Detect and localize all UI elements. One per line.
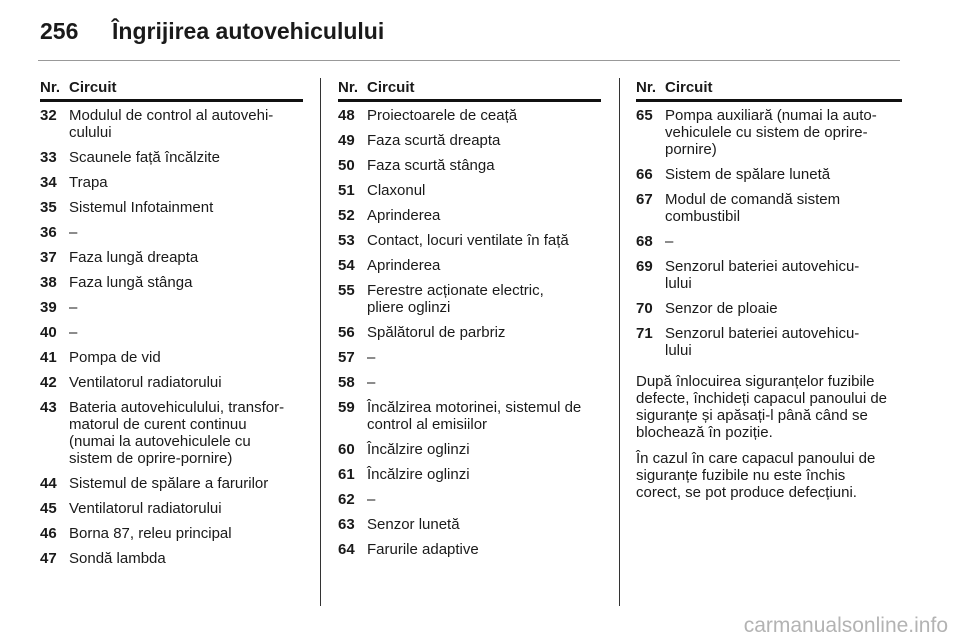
watermark: carmanualsonline.info: [743, 614, 948, 637]
circuit-name: Claxonul: [367, 182, 426, 199]
header-circuit: Circuit: [367, 79, 415, 96]
table-row: [40, 299, 303, 316]
circuit-name: Bateria autovehiculului, transfor- matorul de curent continuu (numai la autovehiculele cu sistem de oprire-pornire): [69, 399, 285, 467]
circuit-name: Pompa auxiliară (numai la auto- vehiculele cu sistem de oprire- pornire): [665, 107, 877, 158]
header-circuit: Circuit: [69, 79, 117, 96]
circuit-name: Modulul de control al autovehi- culului: [69, 107, 274, 141]
circuit-name: –: [367, 491, 376, 508]
fuse-number: 56: [338, 324, 355, 341]
table-row: [636, 107, 902, 158]
table-row: [40, 349, 303, 366]
circuit-name: Senzor lunetă: [367, 516, 460, 533]
table-header-rule: [636, 99, 902, 102]
fuse-number: 40: [40, 324, 57, 341]
circuit-name: Încălzire oglinzi: [367, 441, 470, 458]
fuse-number: 54: [338, 257, 355, 274]
column-divider: [619, 78, 620, 606]
circuit-name: Aprinderea: [367, 257, 441, 274]
circuit-name: Faza scurtă dreapta: [367, 132, 501, 149]
fuse-number: 53: [338, 232, 355, 249]
circuit-name: Proiectoarele de ceață: [367, 107, 518, 124]
table-row: [338, 516, 601, 533]
table-row: [338, 441, 601, 458]
fuse-number: 49: [338, 132, 355, 149]
table-row: [338, 491, 601, 508]
table-row: [636, 166, 902, 183]
header-nr: Nr.: [338, 79, 359, 96]
table-row: [338, 541, 601, 558]
table-row: [338, 399, 601, 433]
table-row: [40, 149, 303, 166]
fuse-number: 63: [338, 516, 355, 533]
circuit-name: Aprinderea: [367, 207, 441, 224]
circuit-name: Sistemul de spălare a farurilor: [69, 475, 269, 492]
table-row: [40, 274, 303, 291]
table-header: [40, 78, 303, 98]
fuse-number: 36: [40, 224, 57, 241]
circuit-name: Scaunele față încălzite: [69, 149, 220, 166]
fuse-table-column-3: [636, 78, 902, 510]
table-row: [338, 182, 601, 199]
fuse-number: 50: [338, 157, 355, 174]
table-header-rule: [40, 99, 303, 102]
fuse-number: 43: [40, 399, 57, 416]
fuse-number: 48: [338, 107, 355, 124]
header-nr: Nr.: [40, 79, 61, 96]
table-row: [338, 257, 601, 274]
table-row: [40, 174, 303, 191]
fuse-number: 62: [338, 491, 355, 508]
table-row: [338, 207, 601, 224]
circuit-name: Încălzirea motorinei, sistemul de control al emisiilor: [367, 399, 582, 433]
fuse-number: 37: [40, 249, 57, 266]
fuse-number: 60: [338, 441, 355, 458]
circuit-name: Ferestre acționate electric, pliere oglinzi: [367, 282, 544, 316]
table-row: [40, 249, 303, 266]
fuse-number: 42: [40, 374, 57, 391]
circuit-name: Faza scurtă stânga: [367, 157, 495, 174]
table-header-rule: [338, 99, 601, 102]
table-row: [40, 107, 303, 141]
fuse-number: 69: [636, 258, 653, 275]
fuse-number: 34: [40, 174, 57, 191]
table-header: [636, 78, 902, 98]
table-row: [636, 258, 902, 292]
fuse-number: 32: [40, 107, 57, 124]
table-row: [636, 325, 902, 359]
fuse-number: 38: [40, 274, 57, 291]
fuse-number: 52: [338, 207, 355, 224]
table-row: [636, 191, 902, 225]
circuit-name: Încălzire oglinzi: [367, 466, 470, 483]
circuit-name: Ventilatorul radiatorului: [69, 374, 222, 391]
header-nr: Nr.: [636, 79, 657, 96]
table-row: [338, 157, 601, 174]
fuse-number: 47: [40, 550, 57, 567]
fuse-number: 44: [40, 475, 57, 492]
page-number: 256: [40, 18, 79, 44]
circuit-name: Senzor de ploaie: [665, 300, 778, 317]
fuse-number: 64: [338, 541, 355, 558]
table-row: [40, 525, 303, 542]
table-row: [338, 374, 601, 391]
circuit-name: –: [69, 299, 78, 316]
fuse-number: 57: [338, 349, 355, 366]
fuse-table-column-1: [40, 78, 303, 575]
table-row: [338, 232, 601, 249]
circuit-name: Ventilatorul radiatorului: [69, 500, 222, 517]
fuse-number: 59: [338, 399, 355, 416]
fuse-table-column-2: [338, 78, 601, 566]
table-row: [40, 199, 303, 216]
table-row: [338, 107, 601, 124]
circuit-name: –: [665, 233, 674, 250]
fuse-number: 51: [338, 182, 355, 199]
table-row: [338, 282, 601, 316]
fuse-number: 58: [338, 374, 355, 391]
page-title: Îngrijirea autovehiculului: [112, 18, 385, 44]
fuse-number: 41: [40, 349, 57, 366]
fuse-number: 33: [40, 149, 57, 166]
circuit-name: –: [367, 349, 376, 366]
fuse-number: 70: [636, 300, 653, 317]
table-row: [338, 466, 601, 483]
table-row: [636, 233, 902, 250]
instruction-paragraph: După înlocuirea siguranțelor fuzibile defecte, închideți capacul panoului de siguranțe și apăsați-l până când se blochează în poziție.: [636, 373, 888, 441]
column-divider: [320, 78, 321, 606]
fuse-number: 39: [40, 299, 57, 316]
table-row: [338, 349, 601, 366]
circuit-name: Sistem de spălare lunetă: [665, 166, 831, 183]
table-row: [338, 324, 601, 341]
circuit-name: –: [367, 374, 376, 391]
circuit-name: Trapa: [69, 174, 108, 191]
circuit-name: Senzorul bateriei autovehicu- lului: [665, 258, 860, 292]
table-row: [40, 550, 303, 567]
page-header: [40, 18, 384, 45]
fuse-number: 71: [636, 325, 653, 342]
circuit-name: –: [69, 224, 78, 241]
warning-paragraph: În cazul în care capacul panoului de siguranțe fuzibile nu este închis corect, se pot produce defecțiuni.: [636, 450, 876, 501]
circuit-name: Farurile adaptive: [367, 541, 479, 558]
circuit-name: Sondă lambda: [69, 550, 166, 567]
table-row: [40, 399, 303, 467]
circuit-name: Faza lungă dreapta: [69, 249, 199, 266]
header-divider: [38, 60, 900, 61]
circuit-name: Modul de comandă sistem combustibil: [665, 191, 841, 225]
header-circuit: Circuit: [665, 79, 713, 96]
circuit-name: Sistemul Infotainment: [69, 199, 214, 216]
table-row: [40, 374, 303, 391]
table-row: [40, 324, 303, 341]
table-row: [338, 132, 601, 149]
circuit-name: Faza lungă stânga: [69, 274, 193, 291]
fuse-number: 35: [40, 199, 57, 216]
circuit-name: Pompa de vid: [69, 349, 161, 366]
table-row: [40, 224, 303, 241]
table-row: [636, 300, 902, 317]
table-header: [338, 78, 601, 98]
circuit-name: Contact, locuri ventilate în față: [367, 232, 569, 249]
circuit-name: Borna 87, releu principal: [69, 525, 232, 542]
fuse-number: 55: [338, 282, 355, 299]
fuse-number: 46: [40, 525, 57, 542]
circuit-name: –: [69, 324, 78, 341]
fuse-number: 61: [338, 466, 355, 483]
fuse-number: 68: [636, 233, 653, 250]
rows-slot: [636, 78, 902, 359]
circuit-name: Senzorul bateriei autovehicu- lului: [665, 325, 860, 359]
circuit-name: Spălătorul de parbriz: [367, 324, 506, 341]
table-row: [40, 500, 303, 517]
fuse-number: 45: [40, 500, 57, 517]
table-row: [40, 475, 303, 492]
fuse-number: 67: [636, 191, 653, 208]
fuse-number: 65: [636, 107, 653, 124]
fuse-number: 66: [636, 166, 653, 183]
